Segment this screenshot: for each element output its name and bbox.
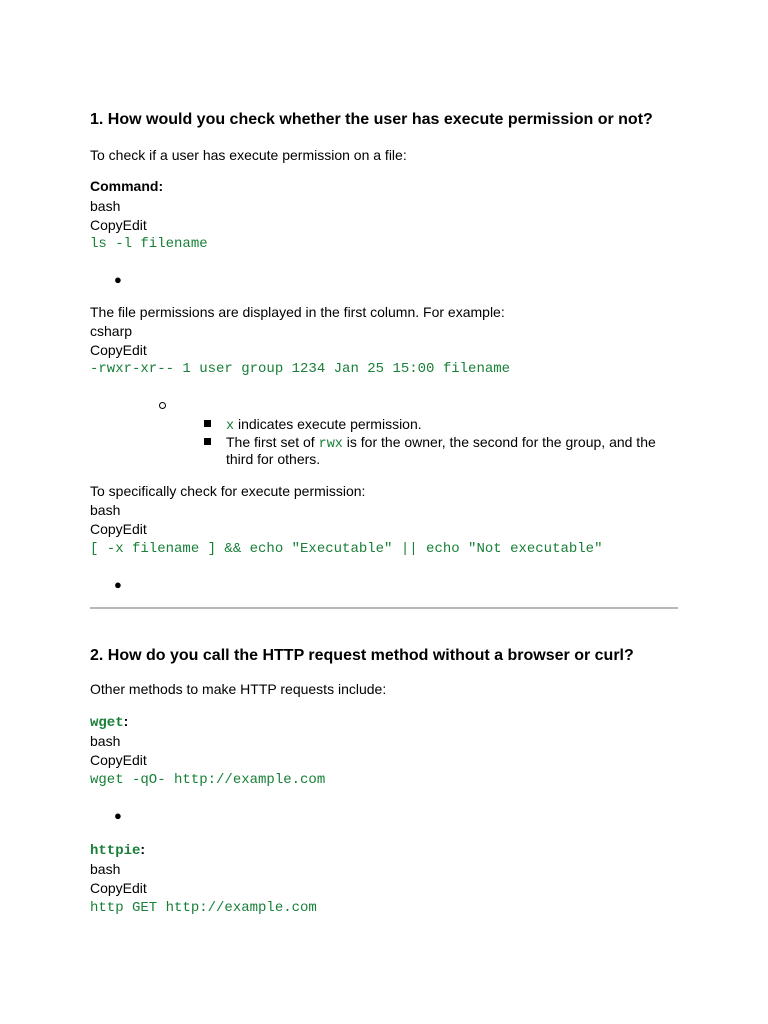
wget-colon: : — [123, 713, 129, 729]
httpie-colon: : — [140, 841, 146, 857]
wget-code-lang: bash — [90, 733, 121, 749]
code-block-1: ls -l filename — [90, 236, 208, 252]
code-block-3-copy-button[interactable]: CopyEdit — [90, 521, 147, 537]
sub-item-1-text: indicates execute permission. — [234, 416, 422, 432]
bullet-square-icon — [204, 420, 211, 427]
code-block-3: [ -x filename ] && echo "Executable" || echo "Not executable" — [90, 541, 603, 557]
code-block-1-lang: bash — [90, 198, 121, 214]
specific-check-text: To specifically check for execute permission: — [90, 483, 366, 499]
sub-item-2-pre: The first set of — [226, 434, 319, 450]
code-block-1-copy-button[interactable]: CopyEdit — [90, 217, 147, 233]
section-2-heading: 2. How do you call the HTTP request method without a browser or curl? — [90, 647, 634, 664]
httpie-code-lang: bash — [90, 861, 121, 877]
sub-item-2 — [226, 434, 656, 452]
httpie-label — [90, 841, 145, 859]
code-block-2: -rwxr-xr-- 1 user group 1234 Jan 25 15:00 filename — [90, 361, 511, 377]
code-block-3-lang: bash — [90, 502, 121, 518]
bullet-disc-icon: ● — [114, 577, 122, 592]
section-1-intro: To check if a user has execute permission on a file: — [90, 147, 407, 163]
display-note: The file permissions are displayed in the first column. For example: — [90, 304, 505, 320]
wget-copy-button[interactable]: CopyEdit — [90, 752, 147, 768]
wget-name: wget — [90, 715, 124, 731]
bullet-square-icon — [204, 438, 211, 445]
section-2-intro: Other methods to make HTTP requests include: — [90, 681, 387, 697]
wget-code: wget -qO- http://example.com — [90, 772, 326, 788]
httpie-name: httpie — [90, 843, 141, 859]
bullet-disc-icon: ● — [114, 272, 122, 287]
sub-item-2-text: is for the owner, the second for the group, and the — [342, 434, 656, 450]
sub-item-1 — [226, 416, 422, 434]
section-1-heading: 1. How would you check whether the user has execute permission or not? — [90, 111, 653, 128]
bullet-disc-icon: ● — [114, 808, 122, 823]
code-block-2-copy-button[interactable]: CopyEdit — [90, 342, 147, 358]
bullet-circle-icon — [159, 402, 166, 409]
code-block-2-lang: csharp — [90, 323, 133, 339]
horizontal-divider — [90, 607, 678, 609]
httpie-copy-button[interactable]: CopyEdit — [90, 880, 147, 896]
sub-item-2-code: rwx — [318, 437, 343, 452]
sub-item-1-code: x — [226, 419, 235, 434]
httpie-code: http GET http://example.com — [90, 900, 317, 916]
sub-item-2-continued: third for others. — [226, 451, 321, 467]
command-label: Command: — [90, 178, 164, 194]
wget-label — [90, 713, 128, 731]
